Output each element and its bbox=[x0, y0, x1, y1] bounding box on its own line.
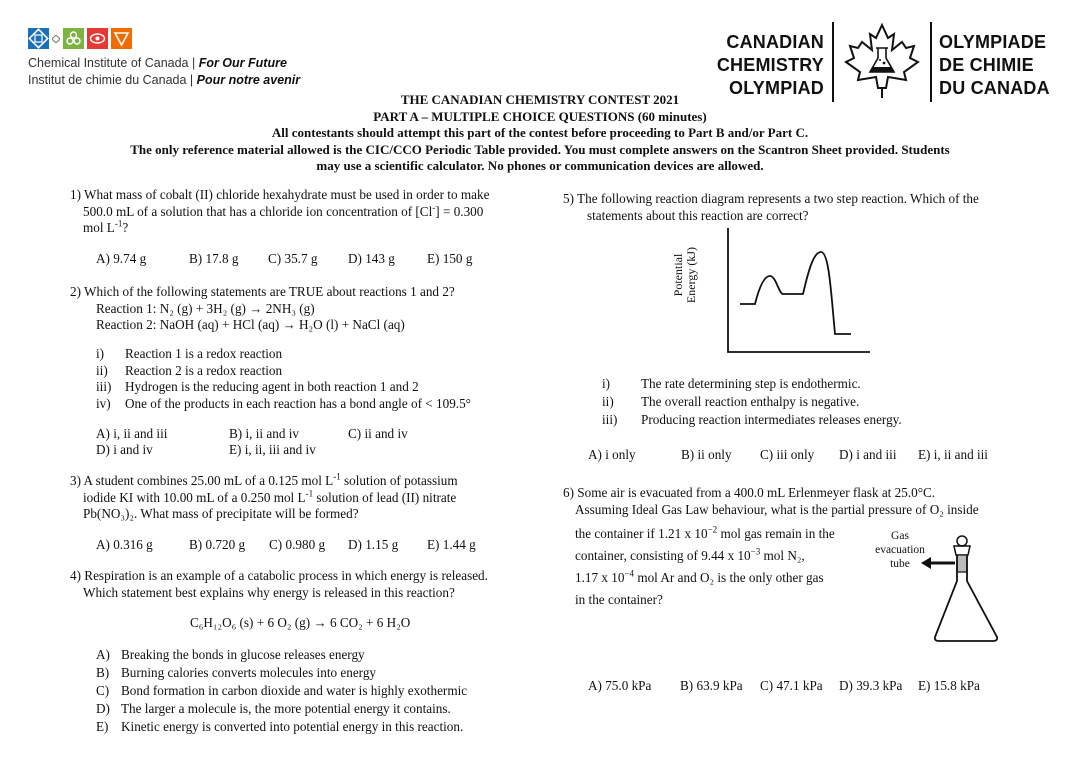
q6-option-d[interactable]: D) 39.3 kPa bbox=[839, 678, 903, 693]
q2-numerals bbox=[96, 346, 111, 412]
q6-line4-text: container, consisting of 9.44 x 10 bbox=[575, 548, 751, 563]
q4-letter-d[interactable]: D) bbox=[96, 701, 110, 716]
q5-ylabel-line-2: Energy (kJ) bbox=[684, 246, 698, 304]
q6-line4-end: mol N₂, bbox=[760, 548, 805, 563]
q5-option-b[interactable]: B) ii only bbox=[681, 447, 732, 462]
q2-reaction-2: Reaction 2: NaOH (aq) + HCl (aq) → H₂O (l) + NaCl (aq) bbox=[96, 317, 405, 332]
q3-line2-end: solution of lead (II) nitrate bbox=[313, 489, 457, 505]
q4-statements bbox=[121, 647, 467, 736]
q4-letter-c[interactable]: C) bbox=[96, 683, 110, 698]
q6-line5-end: mol Ar and O₂ is the only other gas bbox=[634, 570, 824, 585]
question-5 bbox=[563, 191, 979, 224]
q3-stem-line-2 bbox=[70, 490, 458, 507]
q4-stem-line-2: Which statement best explains why energy is released in this reaction? bbox=[83, 584, 455, 600]
q5-option-a[interactable]: A) i only bbox=[588, 447, 636, 462]
question-1 bbox=[70, 187, 489, 237]
q4-stem-line-1: 4) Respiration is an example of a catabolic process in which energy is released. bbox=[70, 568, 488, 583]
q3-line1-end: solution of potassium bbox=[340, 473, 458, 488]
q6-stem-line-2: Assuming Ideal Gas Law behaviour, what is the partial pressure of O₂ inside bbox=[575, 501, 979, 517]
q2-option-c[interactable]: C) ii and iv bbox=[348, 426, 408, 441]
q2-numeral-iii: iii) bbox=[96, 379, 112, 394]
cco-divider-right bbox=[930, 22, 932, 102]
q4-option-b-text[interactable]: Burning calories converts molecules into energy bbox=[121, 665, 377, 680]
q5-option-c[interactable]: C) iii only bbox=[760, 447, 815, 462]
q3-option-b[interactable]: B) 0.720 g bbox=[189, 537, 246, 552]
cco-en-line-1: CANADIAN bbox=[726, 32, 824, 52]
question-3 bbox=[70, 473, 458, 523]
q2-option-e[interactable]: E) i, ii, iii and iv bbox=[229, 442, 316, 457]
q1-option-b[interactable]: B) 17.8 g bbox=[189, 251, 239, 266]
q3-line1-text: 3) A student combines 25.00 mL of a 0.125 mol L bbox=[70, 473, 334, 488]
q5-stem-line-2: statements about this reaction are correct? bbox=[587, 207, 809, 223]
q5-ylabel-line-1: Potential bbox=[671, 253, 685, 297]
q2-numeral-i: i) bbox=[96, 346, 105, 361]
q3-stem-line-3: Pb(NO₃)₂. What mass of precipitate will be formed? bbox=[83, 506, 359, 521]
q1-option-e[interactable]: E) 150 g bbox=[427, 251, 473, 266]
q5-numeral-iii: iii) bbox=[602, 412, 618, 427]
q5-numeral-ii: ii) bbox=[602, 394, 614, 409]
cco-fr-line-3: DU CANADA bbox=[939, 78, 1050, 98]
q1-line3-end: ? bbox=[122, 220, 129, 235]
q6-line3-sup: −2 bbox=[707, 524, 718, 535]
q1-line2-text: 500.0 mL of a solution that has a chloride ion concentration of [Cl bbox=[83, 203, 433, 219]
q5-y-axis-label bbox=[672, 220, 698, 330]
cic-society-logo-icon bbox=[111, 28, 132, 49]
q2-stem: 2) Which of the following statements are TRUE about reactions 1 and 2? bbox=[70, 284, 455, 299]
q5-statement-ii: The overall reaction enthalpy is negative. bbox=[641, 394, 860, 409]
q6-option-e[interactable]: E) 15.8 kPa bbox=[918, 678, 980, 693]
q3-line2-text: iodide KI with 10.00 mL of a 0.250 mol L bbox=[83, 489, 306, 505]
q1-stem-line-2 bbox=[70, 204, 489, 221]
diamond-separator-icon bbox=[52, 35, 60, 43]
q5-statement-i: The rate determining step is endothermic. bbox=[641, 376, 861, 391]
q6-line3-text: the container if 1.21 x 10 bbox=[575, 526, 708, 541]
erlenmeyer-flask-icon bbox=[915, 533, 1000, 653]
q4-letter-b[interactable]: B) bbox=[96, 665, 110, 680]
q4-letter-a[interactable]: A) bbox=[96, 647, 110, 662]
cic-chemistry-logo-icon bbox=[28, 28, 49, 49]
q6-flask-label-1: Gas bbox=[891, 530, 909, 542]
q1-line2-end: ] = 0.300 bbox=[435, 203, 484, 219]
q2-statement-iii: Hydrogen is the reducing agent in both reaction 1 and 2 bbox=[125, 379, 419, 394]
q5-statement-iii: Producing reaction intermediates releases energy. bbox=[641, 412, 902, 427]
instructions-line-1: All contestants should attempt this part of the contest before proceeding to Part B and/or Part C. bbox=[271, 125, 809, 140]
q2-statement-i: Reaction 1 is a redox reaction bbox=[125, 346, 283, 361]
q3-option-d[interactable]: D) 1.15 g bbox=[348, 537, 399, 552]
cic-name-english bbox=[28, 56, 287, 70]
q5-option-e[interactable]: E) i, ii and iii bbox=[918, 447, 988, 462]
q2-statement-iv: One of the products in each reaction has a bond angle of < 109.5° bbox=[125, 395, 471, 411]
question-2 bbox=[70, 284, 455, 334]
q5-stem-line-1: 5) The following reaction diagram represents a two step reaction. Which of the bbox=[563, 191, 979, 206]
cco-name-french bbox=[939, 31, 1050, 100]
q6-stem-line-1: 6) Some air is evacuated from a 400.0 mL Erlenmeyer flask at 25.0°C. bbox=[563, 485, 936, 500]
q6-stem-line-3 bbox=[575, 523, 835, 545]
q2-option-a[interactable]: A) i, ii and iii bbox=[96, 426, 168, 441]
q4-letter-e[interactable]: E) bbox=[96, 719, 109, 734]
q1-stem-line-3 bbox=[70, 220, 489, 237]
q2-reaction-1: Reaction 1: N₂ (g) + 3H₂ (g) → 2NH₃ (g) bbox=[96, 300, 315, 316]
question-4 bbox=[70, 568, 488, 601]
instructions-line-2: The only reference material allowed is the CIC/CCO Periodic Table provided. You must complete answers on the Scantron Sheet provided. Students bbox=[130, 141, 950, 157]
cco-name-english bbox=[717, 31, 824, 100]
q3-option-a[interactable]: A) 0.316 g bbox=[96, 537, 153, 552]
q1-line3-text: mol L bbox=[83, 220, 115, 235]
q1-stem-line-1: 1) What mass of cobalt (II) chloride hexahydrate must be used in order to make bbox=[70, 187, 490, 202]
q1-option-d[interactable]: D) 143 g bbox=[348, 251, 395, 266]
q3-line1-sup: -1 bbox=[333, 471, 341, 482]
q3-line2-sup: -1 bbox=[305, 488, 314, 499]
q6-line5-sup: −4 bbox=[624, 568, 635, 579]
q4-option-d-text[interactable]: The larger a molecule is, the more potential energy it contains. bbox=[121, 701, 451, 716]
q2-statement-ii: Reaction 2 is a redox reaction bbox=[125, 362, 283, 378]
cco-en-line-2: CHEMISTRY bbox=[716, 55, 824, 75]
q6-stem-line-4 bbox=[575, 545, 835, 567]
cic-tagline-en: For Our Future bbox=[198, 56, 287, 70]
cic-name-en-text: Chemical Institute of Canada | bbox=[28, 56, 199, 70]
q2-numeral-iv: iv) bbox=[96, 395, 111, 411]
cco-en-line-3: OLYMPIAD bbox=[729, 78, 824, 98]
q1-line2-sup: - bbox=[432, 202, 436, 213]
q5-numerals bbox=[602, 375, 617, 429]
question-6 bbox=[563, 485, 979, 518]
q4-option-a-text[interactable]: Breaking the bonds in glucose releases energy bbox=[121, 647, 365, 662]
q6-option-a[interactable]: A) 75.0 kPa bbox=[588, 678, 652, 693]
q6-line4-sup: −3 bbox=[750, 546, 761, 557]
q2-option-b[interactable]: B) i, ii and iv bbox=[229, 426, 299, 441]
q5-numeral-i: i) bbox=[602, 376, 611, 391]
contest-title: THE CANADIAN CHEMISTRY CONTEST 2021 bbox=[400, 92, 680, 107]
q2-statements bbox=[125, 346, 471, 412]
cic-name-french bbox=[28, 73, 300, 87]
part-a-title: PART A – MULTIPLE CHOICE QUESTIONS (60 minutes) bbox=[373, 108, 707, 124]
q6-stem-line-6: in the container? bbox=[575, 592, 663, 607]
q6-stem-continued bbox=[575, 523, 835, 611]
cic-logo-icons bbox=[28, 28, 132, 49]
q6-line3-end: mol gas remain in the bbox=[717, 526, 835, 541]
q4-letters bbox=[96, 647, 110, 736]
q3-option-c[interactable]: C) 0.980 g bbox=[269, 537, 326, 552]
q2-option-d[interactable]: D) i and iv bbox=[96, 442, 153, 457]
q4-option-c-text[interactable]: Bond formation in carbon dioxide and water is highly exothermic bbox=[121, 683, 468, 698]
q6-option-b[interactable]: B) 63.9 kPa bbox=[680, 678, 743, 693]
q6-stem-line-5 bbox=[575, 567, 835, 589]
cic-engineering-logo-icon bbox=[63, 28, 84, 49]
cic-tagline-fr: Pour notre avenir bbox=[196, 73, 301, 87]
q3-stem-line-1 bbox=[70, 473, 458, 490]
q1-line3-sup: -1 bbox=[114, 218, 123, 229]
q5-statements bbox=[641, 375, 902, 429]
q3-option-e[interactable]: E) 1.44 g bbox=[427, 537, 476, 552]
cco-fr-line-1: OLYMPIADE bbox=[939, 32, 1047, 52]
q6-line5-text: 1.17 x 10 bbox=[575, 570, 625, 585]
q1-option-c[interactable]: C) 35.7 g bbox=[268, 251, 318, 266]
q5-option-d[interactable]: D) i and iii bbox=[839, 447, 897, 462]
q6-flask-label-3: tube bbox=[890, 558, 910, 570]
q4-equation: C₆H₁₂O₆ (s) + 6 O₂ (g) → 6 CO₂ + 6 H₂O bbox=[190, 615, 411, 630]
q4-option-e-text[interactable]: Kinetic energy is converted into potential energy in this reaction. bbox=[121, 719, 464, 734]
instructions-line-3: may use a scientific calculator. No phones or communication devices are allowed. bbox=[316, 158, 764, 173]
cco-fr-line-2: DE CHIMIE bbox=[939, 55, 1034, 75]
q6-option-c[interactable]: C) 47.1 kPa bbox=[760, 678, 823, 693]
q1-option-a[interactable]: A) 9.74 g bbox=[96, 251, 147, 266]
cic-name-fr-text: Institut de chimie du Canada | bbox=[28, 73, 197, 87]
q6-flask-label-2: evacuation bbox=[875, 544, 925, 556]
contest-title-block bbox=[0, 92, 1080, 175]
cco-divider-left bbox=[832, 22, 834, 102]
q2-numeral-ii: ii) bbox=[96, 362, 108, 378]
cic-technology-logo-icon bbox=[87, 28, 108, 49]
